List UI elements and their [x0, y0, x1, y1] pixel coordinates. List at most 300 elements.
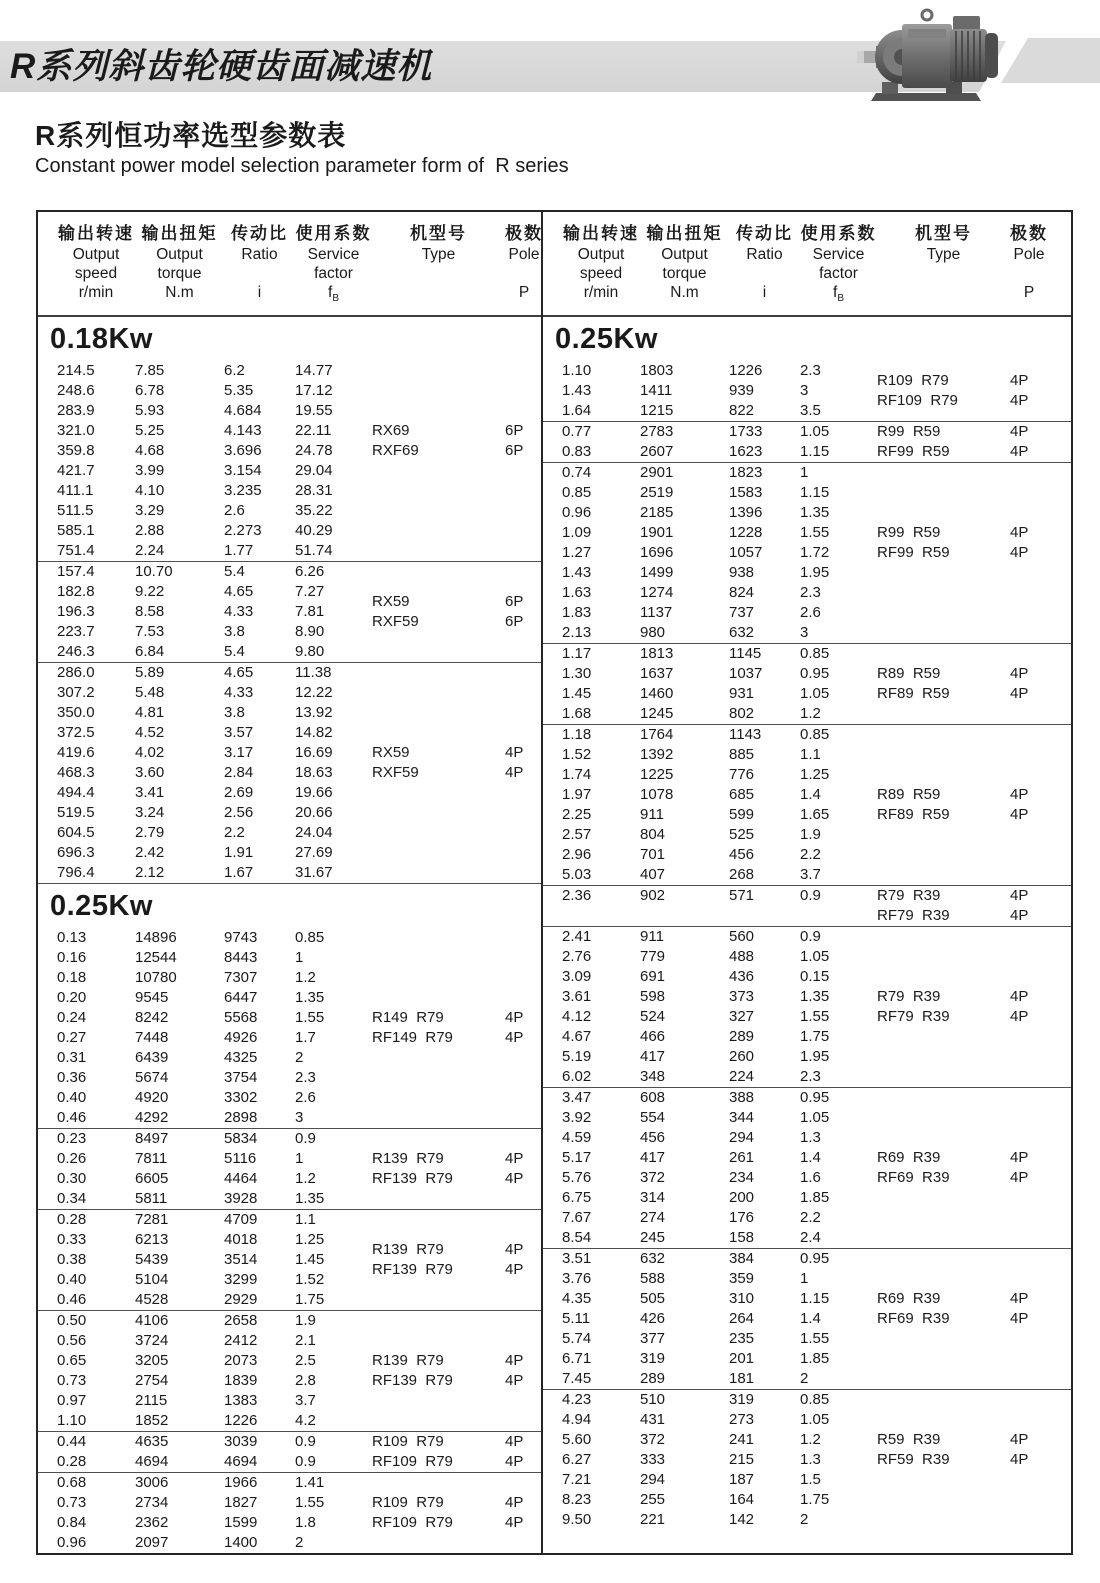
cell-type: R139 R79 — [372, 1241, 444, 1259]
cell-type: RF89 R59 — [877, 806, 950, 824]
cell-output-speed: 246.3 — [57, 643, 95, 661]
cell-type — [372, 1391, 505, 1411]
row-group — [38, 1128, 541, 1209]
table-row — [38, 1391, 541, 1411]
cell-service-factor: 2.1 — [295, 1332, 316, 1350]
cell-output-speed: 585.1 — [57, 522, 95, 540]
cell-output-speed: 494.4 — [57, 784, 95, 802]
cell-pole — [1010, 745, 1048, 765]
cell-output-torque: 5674 — [135, 1069, 169, 1087]
cell-ratio: 4.65 — [224, 583, 254, 601]
row-group — [543, 462, 1071, 643]
cell-service-factor: 0.85 — [800, 1391, 830, 1409]
cell-output-torque: 804 — [640, 826, 666, 844]
table-row — [38, 1473, 541, 1493]
cell-pole — [1010, 1269, 1048, 1289]
cell-output-speed: 1.10 — [57, 1412, 87, 1430]
table-row — [543, 927, 1071, 947]
cell-type — [372, 1311, 505, 1331]
cell-pole — [505, 968, 543, 988]
cell-ratio: 5.4 — [224, 563, 245, 581]
cell-type — [372, 521, 505, 541]
column-header-cn: 传动比 — [231, 224, 288, 243]
column-header-cn: 使用系数 — [800, 224, 877, 243]
column-header-cn: 极数 — [1010, 224, 1048, 243]
cell-output-torque: 5.89 — [135, 664, 165, 682]
cell-output-torque: 8242 — [135, 1009, 169, 1027]
row-group — [38, 561, 541, 662]
cell-output-torque: 608 — [640, 1089, 666, 1107]
cell-service-factor: 2.2 — [800, 846, 821, 864]
cell-service-factor: 1.45 — [295, 1251, 325, 1269]
cell-ratio: 187 — [729, 1471, 755, 1489]
table-row — [543, 684, 1071, 704]
cell-pole — [1010, 1390, 1048, 1410]
cell-output-speed: 751.4 — [57, 542, 95, 560]
row-group — [38, 361, 541, 561]
cell-type — [877, 947, 1010, 967]
cell-type — [877, 1349, 1010, 1369]
cell-service-factor: 2.3 — [800, 1068, 821, 1086]
cell-output-torque: 6213 — [135, 1231, 169, 1249]
cell-service-factor: 35.22 — [295, 502, 333, 520]
cell-ratio: 802 — [729, 705, 755, 723]
cell-ratio: 1226 — [224, 1412, 258, 1430]
table-row — [38, 1351, 541, 1371]
cell-service-factor: 1.65 — [800, 806, 830, 824]
cell-type — [372, 863, 505, 883]
cell-type — [372, 843, 505, 863]
cell-ratio: 6447 — [224, 989, 258, 1007]
cell-output-speed: 321.0 — [57, 422, 95, 440]
cell-output-torque: 7811 — [135, 1150, 168, 1168]
cell-service-factor: 14.77 — [295, 362, 333, 380]
cell-pole — [505, 863, 543, 883]
page-subtitle: Constant power model selection parameter form of R series — [35, 155, 569, 177]
cell-type — [877, 1188, 1010, 1208]
cell-output-speed: 0.18 — [57, 969, 87, 987]
cell-output-torque: 431 — [640, 1411, 666, 1429]
cell-output-speed: 0.23 — [57, 1130, 87, 1148]
cell-service-factor: 19.55 — [295, 402, 333, 420]
cell-ratio: 5834 — [224, 1130, 258, 1148]
cell-output-torque: 274 — [640, 1209, 666, 1227]
cell-ratio: 235 — [729, 1330, 755, 1348]
gear-motor-image — [856, 4, 1006, 104]
cell-output-torque: 1215 — [640, 402, 674, 420]
cell-ratio: 2.84 — [224, 764, 254, 782]
cell-output-torque: 4106 — [135, 1312, 169, 1330]
cell-output-torque: 1225 — [640, 766, 674, 784]
cell-pole — [505, 1473, 543, 1493]
cell-pole — [1010, 1108, 1048, 1128]
cell-type — [372, 1189, 505, 1209]
column-header-en: factor — [314, 265, 353, 282]
cell-type — [372, 663, 505, 683]
table-row — [543, 1329, 1071, 1349]
table-row — [38, 663, 541, 683]
row-group — [543, 421, 1071, 462]
table-row — [543, 987, 1071, 1007]
cell-ratio: 164 — [729, 1491, 755, 1509]
cell-service-factor: 11.38 — [295, 664, 332, 682]
cell-type — [877, 1390, 1010, 1410]
cell-ratio: 294 — [729, 1129, 755, 1147]
cell-type — [372, 823, 505, 843]
cell-service-factor: 19.66 — [295, 784, 333, 802]
table-row — [38, 843, 541, 863]
cell-output-torque: 911 — [640, 928, 664, 946]
cell-type: RX59 — [372, 744, 410, 762]
cell-service-factor: 2.6 — [800, 604, 821, 622]
cell-ratio: 4.33 — [224, 684, 254, 702]
cell-type: RF99 R59 — [877, 443, 950, 461]
table-row — [543, 1269, 1071, 1289]
cell-type: RF79 R39 — [877, 907, 950, 925]
cell-output-torque: 2783 — [640, 423, 674, 441]
cell-output-torque: 3.24 — [135, 804, 165, 822]
cell-type: RX59 — [372, 593, 410, 611]
table-row — [38, 703, 541, 723]
cell-pole — [505, 1088, 543, 1108]
cell-output-torque: 4694 — [135, 1453, 169, 1471]
type-line — [877, 371, 1028, 391]
cell-output-speed: 286.0 — [57, 664, 95, 682]
cell-output-speed: 6.27 — [562, 1451, 592, 1469]
cell-output-torque: 911 — [640, 806, 664, 824]
row-group — [543, 1389, 1071, 1530]
cell-output-torque: 691 — [640, 968, 666, 986]
cell-service-factor: 1.6 — [800, 1169, 821, 1187]
column-header — [729, 222, 800, 309]
table-row — [543, 644, 1071, 664]
cell-pole: 4P — [505, 1150, 524, 1168]
cell-ratio: 3299 — [224, 1271, 258, 1289]
cell-type: RXF59 — [372, 613, 419, 631]
column-header-unit: i — [257, 284, 262, 301]
power-section-title: 0.25Kw — [555, 323, 658, 356]
cell-service-factor: 1.05 — [800, 685, 830, 703]
cell-pole — [505, 928, 543, 948]
cell-output-torque: 9.22 — [135, 583, 165, 601]
cell-ratio: 599 — [729, 806, 755, 824]
cell-type — [372, 1129, 505, 1149]
cell-pole — [1010, 1027, 1048, 1047]
table-row — [38, 948, 541, 968]
cell-service-factor: 1.9 — [800, 826, 821, 844]
cell-output-speed: 5.03 — [562, 866, 592, 884]
cell-service-factor: 28.31 — [295, 482, 333, 500]
table-row — [38, 541, 541, 561]
cell-output-torque: 980 — [640, 624, 666, 642]
cell-ratio: 685 — [729, 786, 755, 804]
table-row — [543, 1470, 1071, 1490]
cell-output-torque: 456 — [640, 1129, 666, 1147]
cell-output-speed: 604.5 — [57, 824, 95, 842]
cell-output-torque: 4.81 — [135, 704, 165, 722]
cell-service-factor: 1.3 — [800, 1451, 821, 1469]
cell-type — [877, 967, 1010, 987]
cell-pole: 4P — [1010, 907, 1029, 925]
cell-type — [372, 381, 505, 401]
table-row — [543, 865, 1071, 885]
cell-type — [372, 948, 505, 968]
cell-ratio: 737 — [729, 604, 755, 622]
cell-output-speed: 5.74 — [562, 1330, 592, 1348]
cell-type — [877, 845, 1010, 865]
cell-type — [877, 1410, 1010, 1430]
power-section-title: 0.18Kw — [50, 323, 153, 356]
row-group — [38, 1431, 541, 1472]
cell-output-speed: 796.4 — [57, 864, 95, 882]
cell-pole: 4P — [505, 1241, 524, 1259]
cell-ratio: 938 — [729, 564, 755, 582]
table-row — [543, 1249, 1071, 1269]
cell-service-factor: 0.9 — [800, 887, 821, 905]
cell-output-speed: 307.2 — [57, 684, 95, 702]
table-row — [38, 988, 541, 1008]
cell-service-factor: 3.5 — [800, 402, 821, 420]
row-group — [38, 1209, 541, 1310]
cell-type — [877, 503, 1010, 523]
cell-type — [372, 723, 505, 743]
cell-output-torque: 5104 — [135, 1271, 169, 1289]
table-row — [38, 683, 541, 703]
cell-type — [372, 928, 505, 948]
cell-ratio: 2658 — [224, 1312, 258, 1330]
cell-output-torque: 1637 — [640, 665, 674, 683]
cell-pole: 4P — [505, 1009, 524, 1027]
cell-output-torque: 4.10 — [135, 482, 165, 500]
cell-output-torque: 7448 — [135, 1029, 169, 1047]
cell-output-torque: 5.48 — [135, 684, 165, 702]
table-row — [543, 1369, 1071, 1389]
column-header — [877, 222, 1010, 309]
cell-service-factor: 17.12 — [295, 382, 333, 400]
cell-pole — [1010, 845, 1048, 865]
cell-output-torque: 2.88 — [135, 522, 165, 540]
cell-pole: 4P — [1010, 1008, 1029, 1026]
column-headers — [38, 212, 541, 317]
cell-output-torque: 255 — [640, 1491, 666, 1509]
column-header-cn: 输出扭矩 — [646, 224, 723, 243]
row-group — [543, 1248, 1071, 1389]
table-row — [38, 968, 541, 988]
cell-ratio: 176 — [729, 1209, 755, 1227]
column-header-unit: N.m — [670, 284, 699, 301]
cell-ratio: 1057 — [729, 544, 763, 562]
table-row — [38, 1068, 541, 1088]
cell-ratio: 319 — [729, 1391, 755, 1409]
cell-pole — [505, 501, 543, 521]
cell-output-torque: 1411 — [640, 382, 673, 400]
table-row — [543, 1128, 1071, 1148]
cell-service-factor: 1.2 — [800, 1431, 821, 1449]
cell-pole: 6P — [505, 442, 524, 460]
column-header-en: Output — [577, 246, 625, 263]
cell-pole — [505, 381, 543, 401]
cell-pole — [1010, 825, 1048, 845]
cell-pole — [1010, 1228, 1048, 1248]
cell-pole — [505, 481, 543, 501]
cell-output-speed: 223.7 — [57, 623, 95, 641]
cell-ratio: 1733 — [729, 423, 763, 441]
table-row — [543, 563, 1071, 583]
cell-ratio: 5116 — [224, 1150, 257, 1168]
cell-service-factor: 0.15 — [800, 968, 830, 986]
cell-type: RF149 R79 — [372, 1029, 453, 1047]
cell-ratio: 4325 — [224, 1049, 258, 1067]
cell-pole — [505, 843, 543, 863]
type-pole-group — [877, 886, 1028, 926]
cell-output-speed: 3.09 — [562, 968, 592, 986]
cell-pole — [1010, 1510, 1048, 1530]
cell-output-speed: 0.28 — [57, 1211, 87, 1229]
table-row — [38, 1371, 541, 1391]
cell-output-torque: 5.25 — [135, 422, 165, 440]
cell-pole — [1010, 725, 1048, 745]
table-row — [543, 1148, 1071, 1168]
table-row — [543, 623, 1071, 643]
cell-type — [372, 988, 505, 1008]
cell-pole — [505, 1068, 543, 1088]
cell-pole — [505, 361, 543, 381]
cell-pole: 4P — [505, 1453, 524, 1471]
cell-output-speed: 1.64 — [562, 402, 592, 420]
cell-service-factor: 1.41 — [295, 1474, 325, 1492]
cell-output-speed: 1.68 — [562, 705, 592, 723]
cell-ratio: 4.65 — [224, 664, 254, 682]
type-line — [372, 612, 523, 632]
cell-type: R99 R59 — [877, 423, 941, 441]
cell-type: R109 R79 — [372, 1433, 444, 1451]
cell-ratio: 9743 — [224, 929, 258, 947]
cell-service-factor: 20.66 — [295, 804, 333, 822]
cell-pole: 4P — [1010, 524, 1029, 542]
table-row — [38, 421, 541, 441]
cell-output-torque: 1245 — [640, 705, 674, 723]
cell-output-torque: 1852 — [135, 1412, 169, 1430]
cell-service-factor: 3 — [800, 624, 809, 642]
cell-service-factor: 31.67 — [295, 864, 333, 882]
column-header-unit: P — [1023, 284, 1035, 301]
cell-pole — [1010, 1410, 1048, 1430]
table-row — [543, 1027, 1071, 1047]
cell-type — [372, 1473, 505, 1493]
cell-output-speed: 0.26 — [57, 1150, 87, 1168]
cell-output-speed: 411.1 — [57, 482, 94, 500]
cell-type: RF109 R79 — [372, 1514, 453, 1532]
cell-ratio: 560 — [729, 928, 755, 946]
cell-pole — [1010, 603, 1048, 623]
row-group — [543, 885, 1071, 926]
cell-output-speed: 1.83 — [562, 604, 592, 622]
cell-ratio: 1839 — [224, 1372, 258, 1390]
cell-output-torque: 2362 — [135, 1514, 169, 1532]
cell-output-torque: 407 — [640, 866, 666, 884]
cell-ratio: 373 — [729, 988, 755, 1006]
cell-type — [372, 1533, 505, 1553]
cell-output-torque: 221 — [640, 1511, 666, 1529]
cell-ratio: 3.8 — [224, 704, 245, 722]
cell-pole — [1010, 1128, 1048, 1148]
type-line — [372, 1260, 523, 1280]
cell-service-factor: 1.5 — [800, 1471, 821, 1489]
cell-service-factor: 1.05 — [800, 423, 830, 441]
cell-ratio: 3.235 — [224, 482, 262, 500]
cell-output-torque: 2115 — [135, 1392, 168, 1410]
cell-pole — [505, 1533, 543, 1553]
cell-type — [877, 1208, 1010, 1228]
cell-output-speed: 0.56 — [57, 1332, 87, 1350]
cell-output-torque: 5439 — [135, 1251, 169, 1269]
cell-service-factor: 1.2 — [295, 969, 316, 987]
cell-pole: 4P — [505, 1494, 524, 1512]
cell-type — [877, 644, 1010, 664]
cell-type: RF109 R79 — [372, 1453, 453, 1471]
cell-output-torque: 1460 — [640, 685, 674, 703]
cell-type — [372, 783, 505, 803]
cell-ratio: 261 — [729, 1149, 755, 1167]
cell-ratio: 1966 — [224, 1474, 258, 1492]
cell-service-factor: 1.15 — [800, 1290, 830, 1308]
column-header-cn: 输出扭矩 — [141, 224, 218, 243]
cell-pole: 4P — [1010, 786, 1029, 804]
cell-service-factor: 1.25 — [800, 766, 830, 784]
cell-pole — [1010, 1349, 1048, 1369]
cell-service-factor: 7.81 — [295, 603, 325, 621]
cell-type — [877, 1269, 1010, 1289]
cell-output-torque: 9545 — [135, 989, 169, 1007]
cell-output-torque: 1499 — [640, 564, 674, 582]
cell-type: RXF59 — [372, 764, 419, 782]
cell-output-torque: 3724 — [135, 1332, 169, 1350]
cell-output-torque: 377 — [640, 1330, 666, 1348]
cell-service-factor: 1.1 — [800, 746, 821, 764]
cell-ratio: 3.17 — [224, 744, 254, 762]
cell-output-torque: 4635 — [135, 1433, 169, 1451]
column-header-en: speed — [74, 265, 118, 282]
table-row — [38, 928, 541, 948]
cell-pole: 6P — [505, 593, 524, 611]
cell-output-torque: 4920 — [135, 1089, 169, 1107]
cell-output-speed: 350.0 — [57, 704, 95, 722]
cell-type: R69 R39 — [877, 1149, 941, 1167]
cell-type: R79 R39 — [877, 988, 941, 1006]
cell-ratio: 6.2 — [224, 362, 245, 380]
table-row — [543, 805, 1071, 825]
cell-ratio: 776 — [729, 766, 755, 784]
cell-output-torque: 3006 — [135, 1474, 169, 1492]
cell-ratio: 2.273 — [224, 522, 262, 540]
cell-output-speed: 0.33 — [57, 1231, 87, 1249]
cell-output-speed: 1.30 — [562, 665, 592, 683]
row-group — [543, 361, 1071, 421]
cell-service-factor: 2 — [295, 1049, 304, 1067]
cell-service-factor: 22.11 — [295, 422, 332, 440]
cell-output-speed: 0.83 — [562, 443, 592, 461]
cell-type — [877, 1369, 1010, 1389]
cell-type: RF69 R39 — [877, 1310, 950, 1328]
row-group — [543, 643, 1071, 724]
cell-output-speed: 2.57 — [562, 826, 592, 844]
cell-output-torque: 3.99 — [135, 462, 165, 480]
cell-output-speed: 214.5 — [57, 362, 95, 380]
cell-pole — [1010, 1369, 1048, 1389]
cell-service-factor: 1.75 — [800, 1028, 830, 1046]
cell-output-speed: 5.19 — [562, 1048, 592, 1066]
cell-service-factor: 0.95 — [800, 1250, 830, 1268]
